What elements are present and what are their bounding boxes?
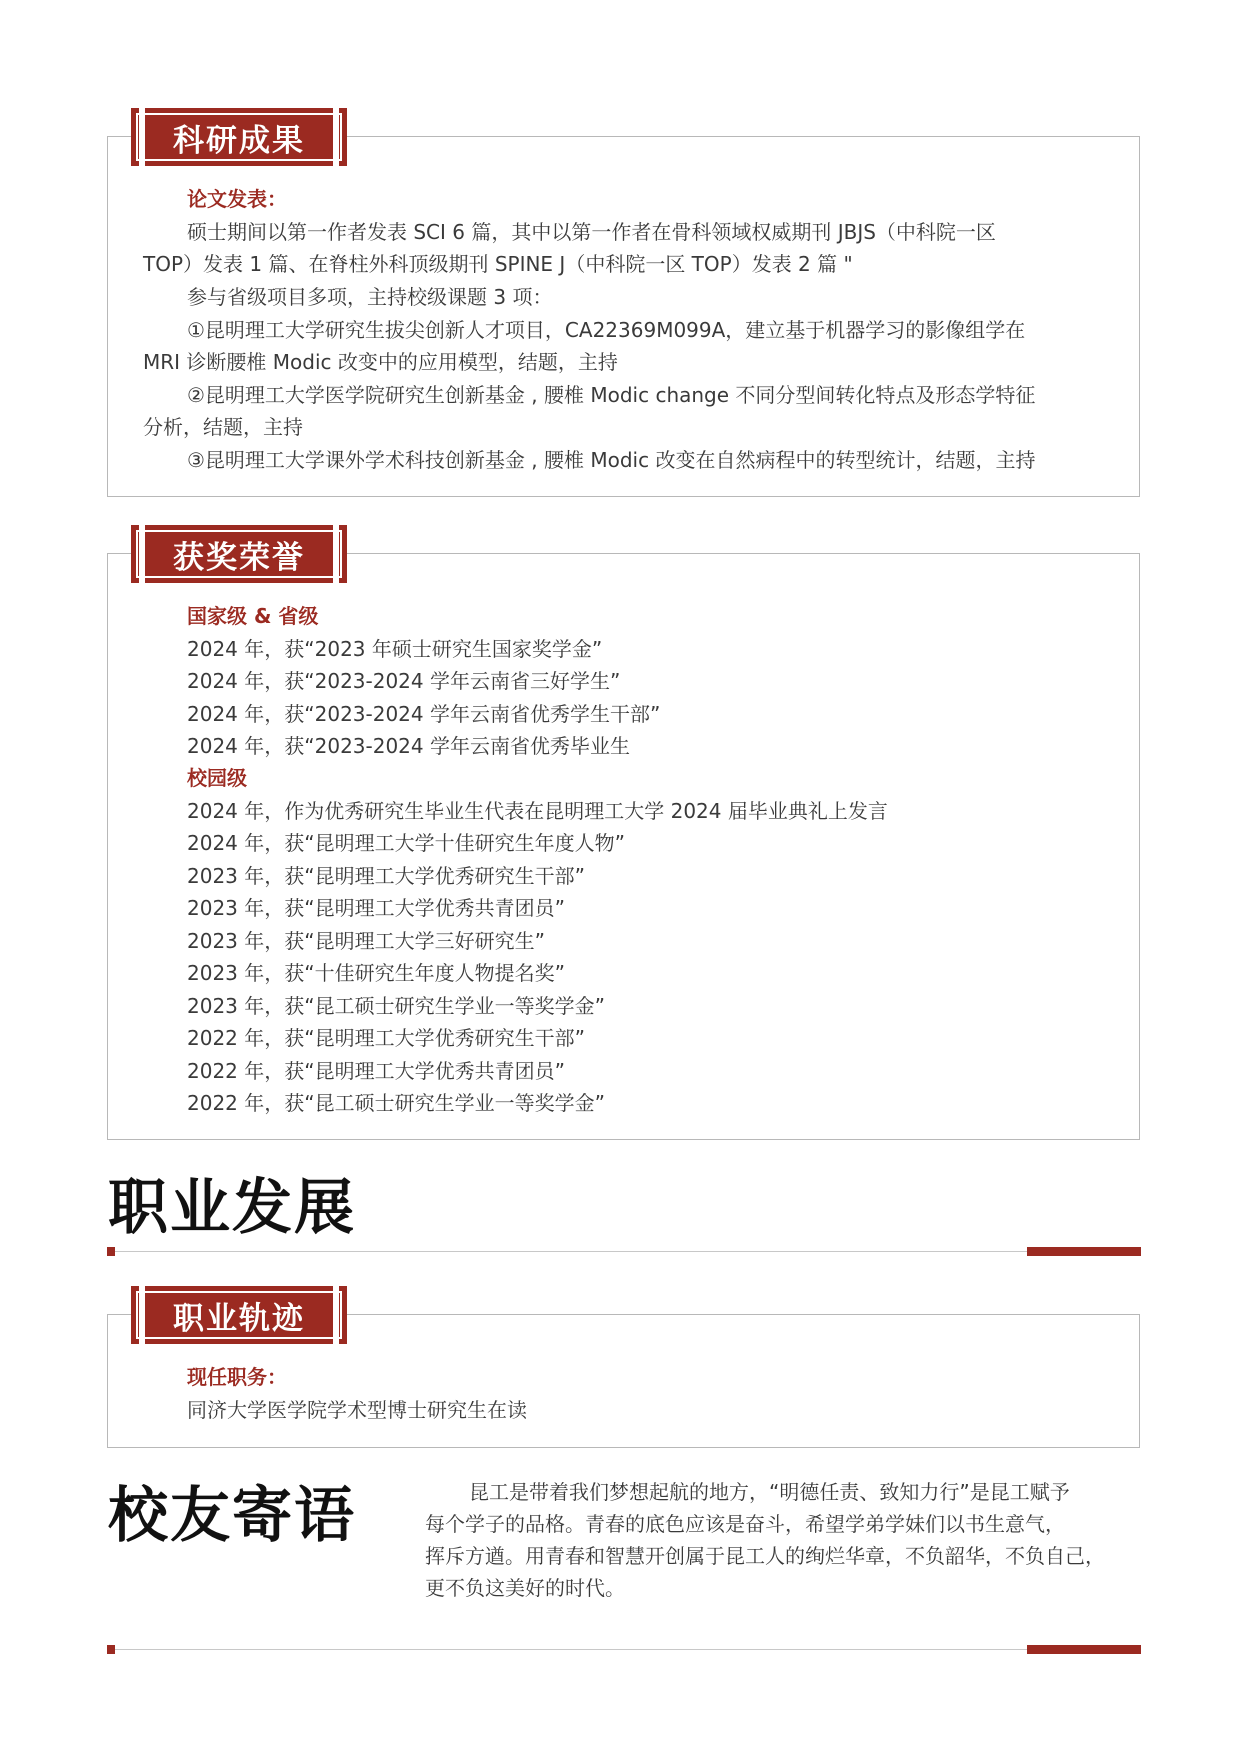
alumni-title: 校友寄语 <box>108 1481 356 1551</box>
research-line: TOP）发表 1 篇、在脊柱外科顶级期刊 SPINE J（中科院一区 TOP）发表 2 篇 " <box>143 252 853 276</box>
divider-rule <box>115 1251 1027 1252</box>
alumni-message-line: 更不负这美好的时代。 <box>425 1576 625 1600</box>
divider-bar <box>1027 1645 1141 1654</box>
award-item: 2024 年，作为优秀研究生毕业生代表在昆明理工大学 2024 届毕业典礼上发言 <box>187 799 888 823</box>
awards-tab <box>131 525 347 583</box>
research-tab <box>131 108 347 166</box>
national-heading: 国家级 & 省级 <box>187 604 319 628</box>
career-tab <box>131 1286 347 1344</box>
award-item: 2024 年，获“2023 年硕士研究生国家奖学金” <box>187 637 603 661</box>
research-tab-label: 科研成果 <box>173 122 305 159</box>
current-position-value: 同济大学医学院学术型博士研究生在读 <box>187 1398 527 1422</box>
award-item: 2023 年，获“昆工硕士研究生学业一等奖学金” <box>187 994 605 1018</box>
award-item: 2023 年，获“昆明理工大学优秀研究生干部” <box>187 864 585 888</box>
alumni-message-line: 挥斥方遒。用青春和智慧开创属于昆工人的绚烂华章，不负韶华，不负自己， <box>425 1544 1105 1568</box>
award-item: 2022 年，获“昆工硕士研究生学业一等奖学金” <box>187 1091 605 1115</box>
footer-divider <box>107 1645 1141 1654</box>
research-line: ②昆明理工大学医学院研究生创新基金 , 腰椎 Modic change 不同分型间转化特点及形态学特征 <box>187 383 1036 407</box>
divider-dot <box>107 1247 115 1256</box>
award-item: 2023 年，获“昆明理工大学三好研究生” <box>187 929 545 953</box>
award-item: 2024 年，获“昆明理工大学十佳研究生年度人物” <box>187 831 625 855</box>
research-line: ①昆明理工大学研究生拔尖创新人才项目，CA22369M099A，建立基于机器学习的影像组学在 <box>187 318 1026 342</box>
career-tab-label: 职业轨迹 <box>173 1300 305 1337</box>
alumni-message-line: 昆工是带着我们梦想起航的地方，“明德任责、致知力行”是昆工赋予 <box>469 1480 1070 1504</box>
career-title: 职业发展 <box>108 1173 356 1243</box>
award-item: 2023 年，获“昆明理工大学优秀共青团员” <box>187 896 565 920</box>
career-divider <box>107 1247 1141 1256</box>
research-line: 参与省级项目多项，主持校级课题 3 项： <box>187 285 553 309</box>
award-item: 2022 年，获“昆明理工大学优秀共青团员” <box>187 1059 565 1083</box>
awards-tab-label: 获奖荣誉 <box>173 539 305 576</box>
divider-dot <box>107 1645 115 1654</box>
award-item: 2022 年，获“昆明理工大学优秀研究生干部” <box>187 1026 585 1050</box>
research-line: MRI 诊断腰椎 Modic 改变中的应用模型，结题，主持 <box>143 350 618 374</box>
alumni-message-line: 每个学子的品格。青春的底色应该是奋斗，希望学弟学妹们以书生意气， <box>425 1512 1065 1536</box>
research-line: ③昆明理工大学课外学术科技创新基金 , 腰椎 Modic 改变在自然病程中的转型统计，结题，主持 <box>187 448 1036 472</box>
research-line: 硕士期间以第一作者发表 SCI 6 篇，其中以第一作者在骨科领域权威期刊 JBJS（中科院一区 <box>187 220 996 244</box>
award-item: 2024 年，获“2023-2024 学年云南省优秀学生干部” <box>187 702 661 726</box>
award-item: 2024 年，获“2023-2024 学年云南省优秀毕业生 <box>187 734 630 758</box>
award-item: 2023 年，获“十佳研究生年度人物提名奖” <box>187 961 565 985</box>
award-item: 2024 年，获“2023-2024 学年云南省三好学生” <box>187 669 621 693</box>
divider-rule <box>115 1649 1027 1650</box>
papers-heading: 论文发表： <box>187 187 287 211</box>
research-line: 分析，结题，主持 <box>143 415 303 439</box>
campus-heading: 校园级 <box>187 766 247 790</box>
current-position-heading: 现任职务： <box>187 1365 287 1389</box>
divider-bar <box>1027 1247 1141 1256</box>
